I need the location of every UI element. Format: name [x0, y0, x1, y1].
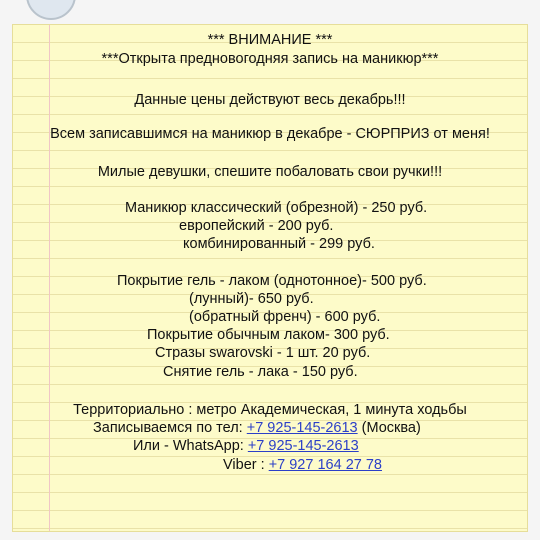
price-regular-polish: Покрытие обычным лаком- 300 руб. [147, 327, 390, 343]
whatsapp-line [133, 437, 359, 455]
header-subtitle: ***Открыта предновогодняя запись на маникюр*** [101, 51, 439, 67]
whatsapp-label: Или - WhatsApp: [133, 438, 248, 454]
viber-label: Viber : [223, 457, 269, 473]
price-gel-reverse-french: (обратный френч) - 600 руб. [189, 309, 381, 325]
phone-line [93, 419, 421, 437]
price-gel-removal: Снятие гель - лака - 150 руб. [163, 364, 358, 380]
whatsapp-link[interactable]: +7 925-145-2613 [247, 438, 359, 454]
validity-notice: Данные цены действуют весь декабрь!!! [134, 92, 406, 108]
phone-city: (Москва) [357, 420, 421, 436]
surprise-notice: Всем записавшимся на маникюр в декабре - СЮРПРИЗ от меня! [50, 126, 490, 142]
avatar [26, 0, 76, 20]
price-manicure-combined: комбинированный - 299 руб. [183, 236, 375, 252]
header-title: *** ВНИМАНИЕ *** [207, 32, 333, 48]
price-manicure-classic: Маникюр классический (обрезной) - 250 руб. [125, 200, 428, 216]
phone-label: Записываемся по тел: [93, 420, 247, 436]
viber-link[interactable]: +7 927 164 27 78 [268, 457, 382, 473]
price-gel-solid: Покрытие гель - лаком (однотонное)- 500 руб. [117, 273, 427, 289]
note-card [12, 24, 528, 532]
viber-line [223, 456, 382, 474]
call-to-action: Милые девушки, спешите побаловать свои ручки!!! [97, 164, 443, 180]
location-info: Территориально : метро Академическая, 1 минута ходьбы [73, 402, 467, 418]
price-swarovski: Стразы swarovski - 1 шт. 20 руб. [155, 345, 371, 361]
price-gel-lunar: (лунный)- 650 руб. [189, 291, 314, 307]
phone-link[interactable]: +7 925-145-2613 [246, 420, 358, 436]
price-manicure-european: европейский - 200 руб. [179, 218, 334, 234]
